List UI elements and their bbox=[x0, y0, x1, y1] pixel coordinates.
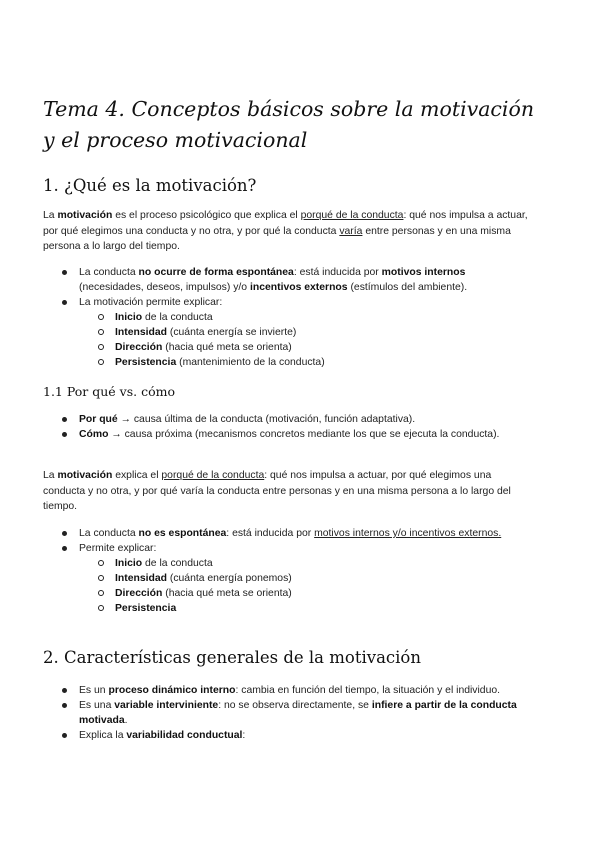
text-run: de la conducta bbox=[142, 312, 213, 323]
list-item bbox=[43, 541, 523, 616]
sub-list-item bbox=[79, 355, 523, 370]
list-item bbox=[43, 526, 523, 541]
text-underline: varía bbox=[339, 225, 363, 237]
list-item bbox=[43, 265, 523, 295]
text-run: (cuánta energía se invierte) bbox=[166, 327, 297, 338]
text-bold: Persistencia bbox=[115, 357, 177, 368]
sub-list-item bbox=[79, 556, 523, 571]
list-item bbox=[43, 295, 523, 370]
list-item bbox=[43, 412, 523, 427]
sub-list-item bbox=[79, 601, 523, 616]
sub-list-item bbox=[79, 571, 523, 586]
text-bold: Dirección bbox=[115, 588, 163, 599]
text-run: La conducta bbox=[79, 267, 139, 278]
list-item bbox=[43, 728, 523, 743]
text-run: (cuánta energía ponemos) bbox=[166, 573, 292, 584]
text-bold: motivación bbox=[57, 210, 113, 221]
text-bold: Intensidad bbox=[115, 573, 167, 584]
text-underline: porqué de la conducta bbox=[161, 470, 265, 481]
sub-list-item bbox=[79, 325, 523, 340]
text-bold: Cómo bbox=[79, 429, 109, 440]
text-run: explica el bbox=[112, 470, 162, 481]
text-run: : cambia en función del tiempo, la situación y el individuo. bbox=[235, 685, 501, 696]
text-bold: proceso dinámico interno bbox=[108, 685, 236, 696]
text-run: La motivación permite explicar: bbox=[79, 297, 223, 308]
text-bold: motivación bbox=[57, 470, 113, 481]
text-bold: motivos internos bbox=[381, 267, 466, 278]
text-bold: Intensidad bbox=[115, 327, 167, 338]
text-run: es el proceso psicológico que explica el bbox=[112, 210, 301, 221]
text-run: Es un bbox=[79, 685, 109, 696]
text-run: Permite explicar: bbox=[79, 543, 157, 554]
text-underline: porqué de la conducta bbox=[300, 210, 404, 221]
text-run: → causa próxima (mecanismos concretos mediante los que se ejecuta la conducta). bbox=[108, 429, 500, 440]
text-run: (hacia qué meta se orienta) bbox=[162, 342, 292, 353]
text-bold: Persistencia bbox=[115, 603, 177, 614]
text-run: (necesidades, deseos, impulsos) y/o bbox=[79, 282, 250, 293]
text-run: : está inducida por bbox=[293, 267, 382, 278]
text-run: : qué nos impulsa a actuar, por qué elegimos una conducta y no otra, y por qué varía la conducta entre personas y en una misma persona a lo largo del tiempo. bbox=[43, 470, 511, 512]
text-run: : no se observa directamente, se bbox=[218, 700, 372, 711]
sub-list-item bbox=[79, 586, 523, 601]
text-run: . bbox=[124, 715, 128, 726]
section-1-heading: 1. ¿Qué es la motivación? bbox=[43, 176, 257, 195]
text-run: entre personas y en una misma persona a lo largo del tiempo. bbox=[43, 225, 511, 252]
section-1-1-list bbox=[43, 412, 523, 442]
text-bold: variable interviniente bbox=[114, 700, 219, 711]
section-1-list bbox=[43, 265, 523, 370]
section-1-1-list-2 bbox=[43, 526, 523, 616]
text-run: de la conducta bbox=[142, 558, 213, 569]
sub-list bbox=[79, 310, 523, 370]
text-underline: motivos internos y/o incentivos externos. bbox=[314, 528, 502, 539]
sub-list-item bbox=[79, 310, 523, 325]
text-run: : bbox=[242, 730, 246, 741]
text-run: : qué nos impulsa a actuar, por qué elegimos una conducta y no otra, y por qué la conducta bbox=[43, 210, 528, 237]
text-bold: no ocurre de forma espontánea bbox=[138, 267, 294, 278]
section-2-list bbox=[43, 683, 523, 743]
document-title: Tema 4. Conceptos básicos sobre la motivación y el proceso motivacional bbox=[43, 97, 535, 152]
text-run: (hacia qué meta se orienta) bbox=[162, 588, 292, 599]
section-1-1-paragraph bbox=[43, 468, 533, 515]
text-bold: incentivos externos bbox=[249, 282, 348, 293]
text-bold: Por qué bbox=[79, 414, 118, 425]
list-item bbox=[43, 683, 523, 698]
text-run: Explica la bbox=[79, 730, 127, 741]
text-run: La bbox=[43, 210, 58, 221]
section-1-1-heading: 1.1 Por qué vs. cómo bbox=[43, 384, 175, 399]
text-run: : está inducida por bbox=[226, 528, 315, 539]
list-item bbox=[43, 427, 523, 442]
sub-list bbox=[79, 556, 523, 616]
section-1-intro bbox=[43, 208, 533, 255]
text-bold: infiere a partir de la conducta motivada bbox=[79, 700, 517, 726]
text-bold: Dirección bbox=[115, 342, 163, 353]
text-bold: no es espontánea bbox=[138, 528, 227, 539]
list-item bbox=[43, 698, 523, 728]
text-run: La bbox=[43, 470, 58, 481]
text-run: Es una bbox=[79, 700, 115, 711]
section-2-heading: 2. Características generales de la motivación bbox=[43, 648, 421, 667]
text-run: (estímulos del ambiente). bbox=[347, 282, 468, 293]
text-bold: variabilidad conductual bbox=[126, 730, 243, 741]
text-run: (mantenimiento de la conducta) bbox=[176, 357, 325, 368]
text-run: La conducta bbox=[79, 528, 139, 539]
text-run: → causa última de la conducta (motivación, función adaptativa). bbox=[117, 414, 416, 425]
text-bold: Inicio bbox=[115, 312, 143, 323]
text-bold: Inicio bbox=[115, 558, 143, 569]
sub-list-item bbox=[79, 340, 523, 355]
